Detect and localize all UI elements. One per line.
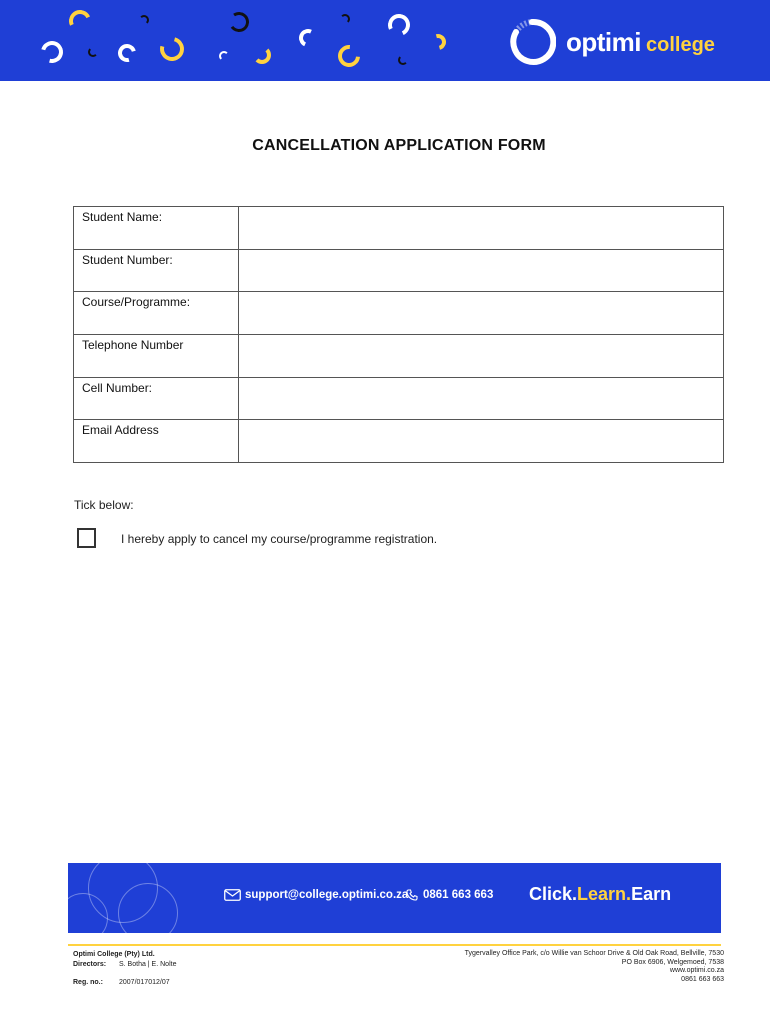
directors-value: S. Botha | E. Nolte bbox=[119, 960, 177, 968]
footer-divider bbox=[68, 944, 721, 946]
directors-label: Directors: bbox=[73, 960, 107, 968]
table-row bbox=[74, 249, 724, 292]
field-label: Course/Programme: bbox=[74, 292, 239, 335]
footer-banner bbox=[68, 863, 721, 933]
optimi-logo-icon bbox=[508, 18, 556, 66]
field-label: Telephone Number bbox=[74, 335, 239, 378]
footer-phone-number: 0861 663 663 bbox=[681, 975, 724, 983]
tagline-click: Click. bbox=[529, 884, 578, 904]
mail-icon bbox=[224, 889, 241, 901]
checkbox-label: I hereby apply to cancel my course/programme registration. bbox=[121, 532, 438, 546]
decorative-arc-icon bbox=[334, 41, 365, 72]
table-row bbox=[74, 292, 724, 335]
decorative-arc-icon bbox=[227, 10, 250, 33]
address-line-1: Tygervalley Office Park, c/o Willie van Schoor Drive & Old Oak Road, Bellville, 7530 bbox=[464, 950, 724, 957]
email-address-field[interactable] bbox=[239, 420, 724, 463]
field-label: Student Name: bbox=[74, 207, 239, 250]
tagline bbox=[529, 884, 671, 905]
address-line-2: PO Box 6906, Welgemoed, 7538 bbox=[621, 958, 724, 966]
decorative-arc-icon bbox=[88, 47, 98, 57]
decorative-arc-icon bbox=[253, 46, 271, 64]
student-name-field[interactable] bbox=[239, 207, 724, 250]
field-label: Student Number: bbox=[74, 249, 239, 292]
company-address bbox=[465, 950, 724, 984]
company-details bbox=[73, 950, 176, 988]
table-row bbox=[74, 207, 724, 250]
application-form-table bbox=[73, 206, 724, 463]
decorative-arc-icon bbox=[115, 41, 140, 66]
support-phone: 0861 663 663 bbox=[423, 889, 494, 901]
tick-instruction: Tick below: bbox=[74, 498, 134, 512]
decorative-swirl-icon bbox=[118, 883, 178, 933]
logo-word: optimi bbox=[566, 26, 641, 57]
decorative-arc-icon bbox=[156, 33, 189, 66]
cell-number-field[interactable] bbox=[239, 377, 724, 420]
phone-icon bbox=[406, 889, 418, 901]
decorative-arc-icon bbox=[37, 37, 67, 67]
page-title: CANCELLATION APPLICATION FORM bbox=[252, 137, 546, 154]
student-number-field[interactable] bbox=[239, 249, 724, 292]
decorative-arc-icon bbox=[427, 31, 449, 53]
company-name: Optimi College (Pty) Ltd. bbox=[73, 951, 155, 958]
reg-label: Reg. no.: bbox=[73, 979, 103, 986]
cancel-registration-checkbox[interactable] bbox=[77, 528, 96, 548]
table-row bbox=[74, 377, 724, 420]
decorative-arc-icon bbox=[66, 7, 94, 35]
course-programme-field[interactable] bbox=[239, 292, 724, 335]
tagline-learn: Learn. bbox=[577, 884, 632, 904]
optimi-college-logo bbox=[508, 18, 715, 66]
field-label: Email Address bbox=[74, 420, 239, 463]
decorative-arc-icon bbox=[296, 26, 319, 49]
decorative-arc-icon bbox=[139, 15, 149, 25]
reg-value: 2007/017012/07 bbox=[119, 979, 170, 986]
support-email: support@college.optimi.co.za bbox=[245, 889, 409, 901]
website-link[interactable]: www.optimi.co.za bbox=[669, 967, 724, 975]
table-row bbox=[74, 335, 724, 378]
decorative-arc-icon bbox=[340, 14, 350, 24]
tagline-earn: Earn bbox=[631, 884, 672, 904]
table-row bbox=[74, 420, 724, 463]
header-banner bbox=[0, 0, 770, 81]
footer-email[interactable] bbox=[224, 889, 408, 901]
decorative-arc-icon bbox=[398, 55, 408, 65]
decorative-arc-icon bbox=[385, 11, 413, 39]
telephone-number-field[interactable] bbox=[239, 335, 724, 378]
field-label: Cell Number: bbox=[74, 377, 239, 420]
decorative-arc-icon bbox=[219, 51, 229, 61]
logo-sub: college bbox=[646, 33, 715, 56]
footer-phone[interactable] bbox=[406, 889, 493, 901]
